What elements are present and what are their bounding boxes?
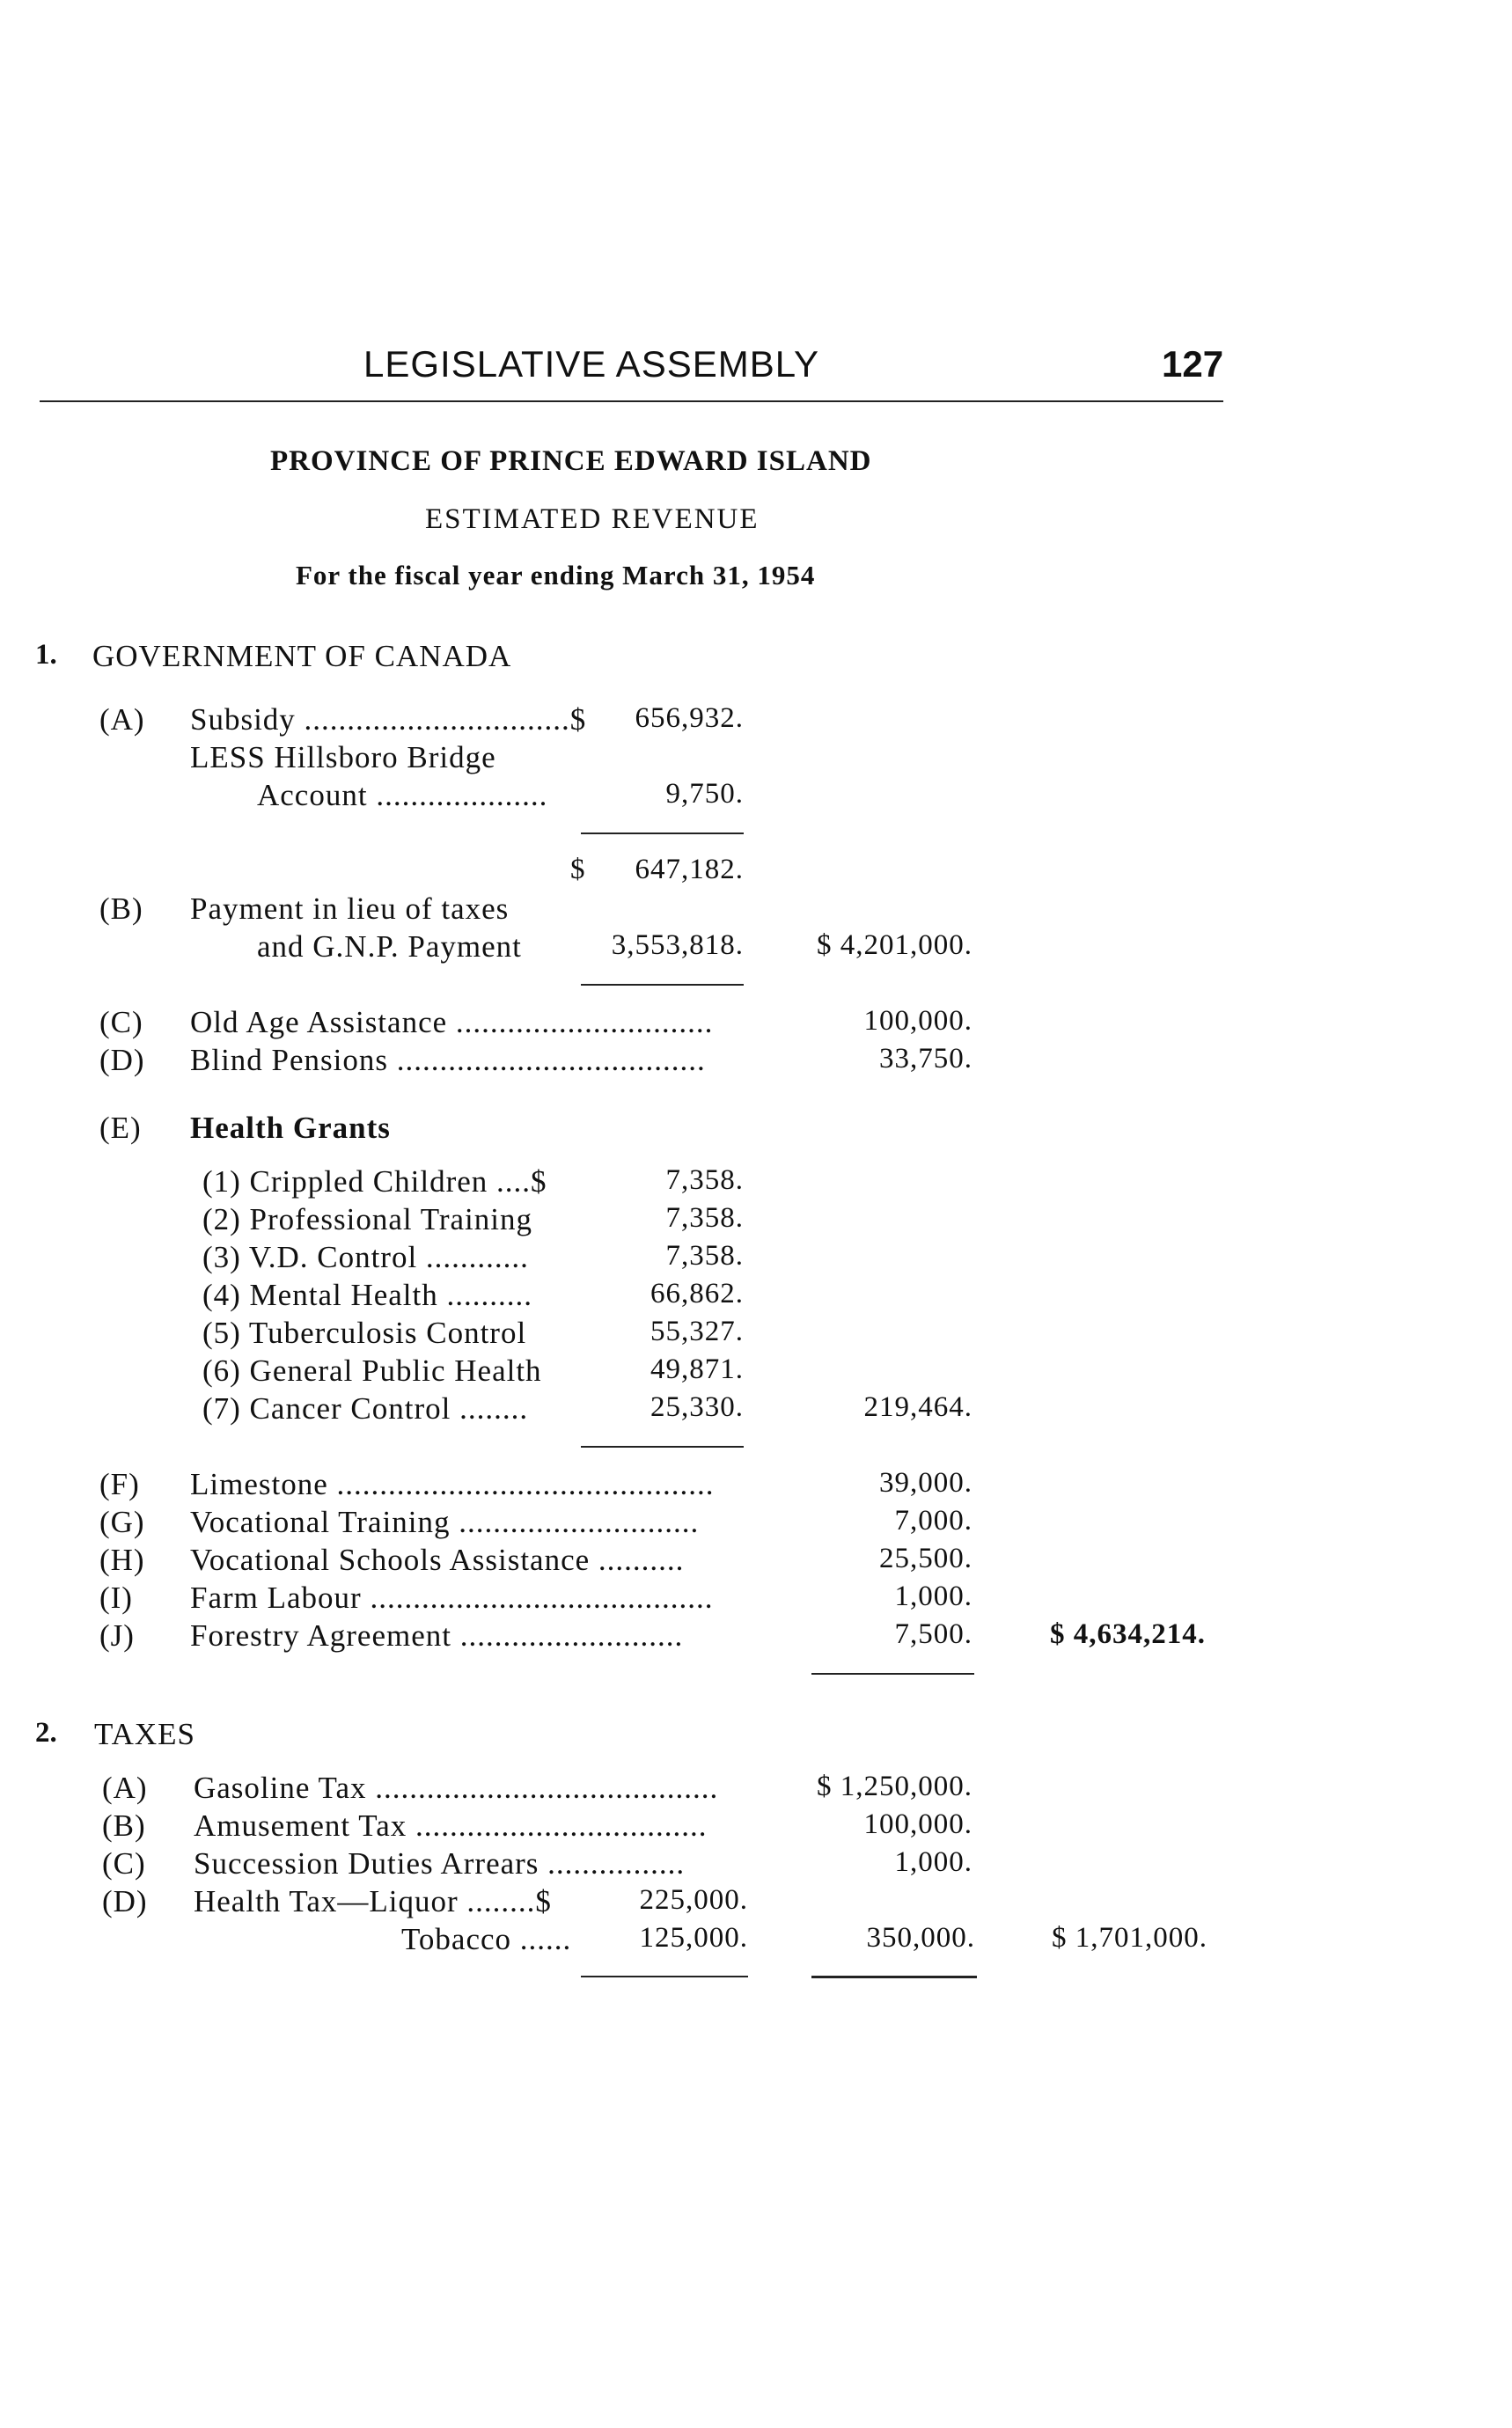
item-letter: (E) <box>99 1111 142 1145</box>
item-letter: (F) <box>99 1467 140 1501</box>
health-grant-label: (7) Cancer Control ........ <box>202 1391 529 1426</box>
health-grant-value: 7,358. <box>665 1202 744 1234</box>
item-total: 7,000. <box>894 1505 973 1537</box>
item-total: $ 1,250,000. <box>817 1771 973 1802</box>
health-grants-title: Health Grants <box>190 1111 391 1145</box>
subtotal-rule <box>581 1976 748 1977</box>
item-letter: (B) <box>102 1808 146 1843</box>
health-grant-label: (5) Tuberculosis Control <box>202 1316 527 1350</box>
item-total: 219,464. <box>863 1391 973 1423</box>
section-1-title: GOVERNMENT OF CANADA <box>92 639 512 673</box>
net-value: 647,182. <box>635 854 744 885</box>
health-grant-label: (3) V.D. Control ............ <box>202 1240 529 1274</box>
item-letter: (B) <box>99 891 143 926</box>
item-label: Gasoline Tax ........................................ <box>194 1771 719 1805</box>
item-letter: (I) <box>99 1581 133 1615</box>
item-letter: (A) <box>102 1771 148 1805</box>
account-label: Account .................... <box>257 778 548 812</box>
health-grant-value: 55,327. <box>650 1316 744 1347</box>
item-total: 39,000. <box>879 1467 973 1499</box>
item-letter: (A) <box>99 702 145 737</box>
health-grant-value: 7,358. <box>665 1240 744 1272</box>
item-letter: (G) <box>99 1505 145 1539</box>
item-label: Blind Pensions .................................... <box>190 1043 706 1077</box>
item-label: Old Age Assistance .............................. <box>190 1005 714 1039</box>
section-2-title: TAXES <box>94 1717 195 1751</box>
subtotal-rule <box>581 1446 744 1448</box>
tobacco-value: 125,000. <box>639 1922 748 1954</box>
account-value: 9,750. <box>665 778 744 810</box>
liquor-value: 225,000. <box>639 1884 748 1916</box>
item-total: 100,000. <box>863 1808 973 1840</box>
item-letter: (C) <box>99 1005 143 1039</box>
title-fiscal-year: For the fiscal year ending March 31, 1954 <box>296 560 816 590</box>
net-dollar-sign: $ <box>570 854 586 885</box>
item-total: 100,000. <box>863 1005 973 1037</box>
item-label: Succession Duties Arrears ................ <box>194 1846 686 1881</box>
item-label: Forestry Agreement .......................... <box>190 1618 684 1653</box>
section-1-number: 1. <box>35 639 57 671</box>
liquor-label: Health Tax—Liquor ........$ <box>194 1884 552 1918</box>
health-grant-label: (4) Mental Health .......... <box>202 1278 532 1312</box>
item-total: 33,750. <box>879 1043 973 1075</box>
subtotal-rule <box>581 984 744 986</box>
running-header-title: LEGISLATIVE ASSEMBLY <box>363 343 819 385</box>
health-grant-label: (6) General Public Health <box>202 1353 542 1388</box>
section-2-number: 2. <box>35 1717 57 1749</box>
health-grant-label: (2) Professional Training <box>202 1202 532 1236</box>
item-label: Vocational Training ............................ <box>190 1505 700 1539</box>
item-label: Limestone ............................................ <box>190 1467 715 1501</box>
item-total: 350,000. <box>866 1922 975 1954</box>
item-letter: (D) <box>102 1884 148 1918</box>
item-label: Farm Labour ........................................ <box>190 1581 714 1615</box>
page-number: 127 <box>1162 343 1224 385</box>
health-grant-value: 7,358. <box>665 1164 744 1196</box>
item-label: Amusement Tax .................................. <box>194 1808 708 1843</box>
item-letter: (H) <box>99 1543 145 1577</box>
subsidy-label: Subsidy ...............................$ <box>190 702 587 737</box>
section-grand-total: $ 4,634,214. <box>1050 1618 1206 1650</box>
subtotal-rule <box>581 833 744 834</box>
item-total: $ 4,201,000. <box>817 929 973 961</box>
subtotal-rule <box>811 1673 974 1675</box>
health-grant-value: 25,330. <box>650 1391 744 1423</box>
tobacco-label: Tobacco ...... <box>401 1922 572 1956</box>
item-total: 1,000. <box>894 1846 973 1878</box>
item-total: 1,000. <box>894 1581 973 1612</box>
subsidy-value: 656,932. <box>635 702 744 734</box>
title-province: PROVINCE OF PRINCE EDWARD ISLAND <box>270 445 872 477</box>
title-estimated-revenue: ESTIMATED REVENUE <box>425 503 760 535</box>
item-letter: (D) <box>99 1043 145 1077</box>
item-letter: (J) <box>99 1618 135 1653</box>
subtotal-rule <box>811 1976 977 1978</box>
section-grand-total: $ 1,701,000. <box>1052 1922 1207 1954</box>
gnp-value: 3,553,818. <box>611 929 744 961</box>
item-total: 7,500. <box>894 1618 973 1650</box>
health-grant-value: 66,862. <box>650 1278 744 1309</box>
gnp-label: and G.N.P. Payment <box>257 929 522 964</box>
payment-label: Payment in lieu of taxes <box>190 891 510 926</box>
health-grant-label: (1) Crippled Children ....$ <box>202 1164 547 1199</box>
less-label: LESS Hillsboro Bridge <box>190 740 496 774</box>
health-grant-value: 49,871. <box>650 1353 744 1385</box>
item-label: Vocational Schools Assistance .......... <box>190 1543 685 1577</box>
item-letter: (C) <box>102 1846 146 1881</box>
header-rule <box>40 400 1223 402</box>
item-total: 25,500. <box>879 1543 973 1574</box>
